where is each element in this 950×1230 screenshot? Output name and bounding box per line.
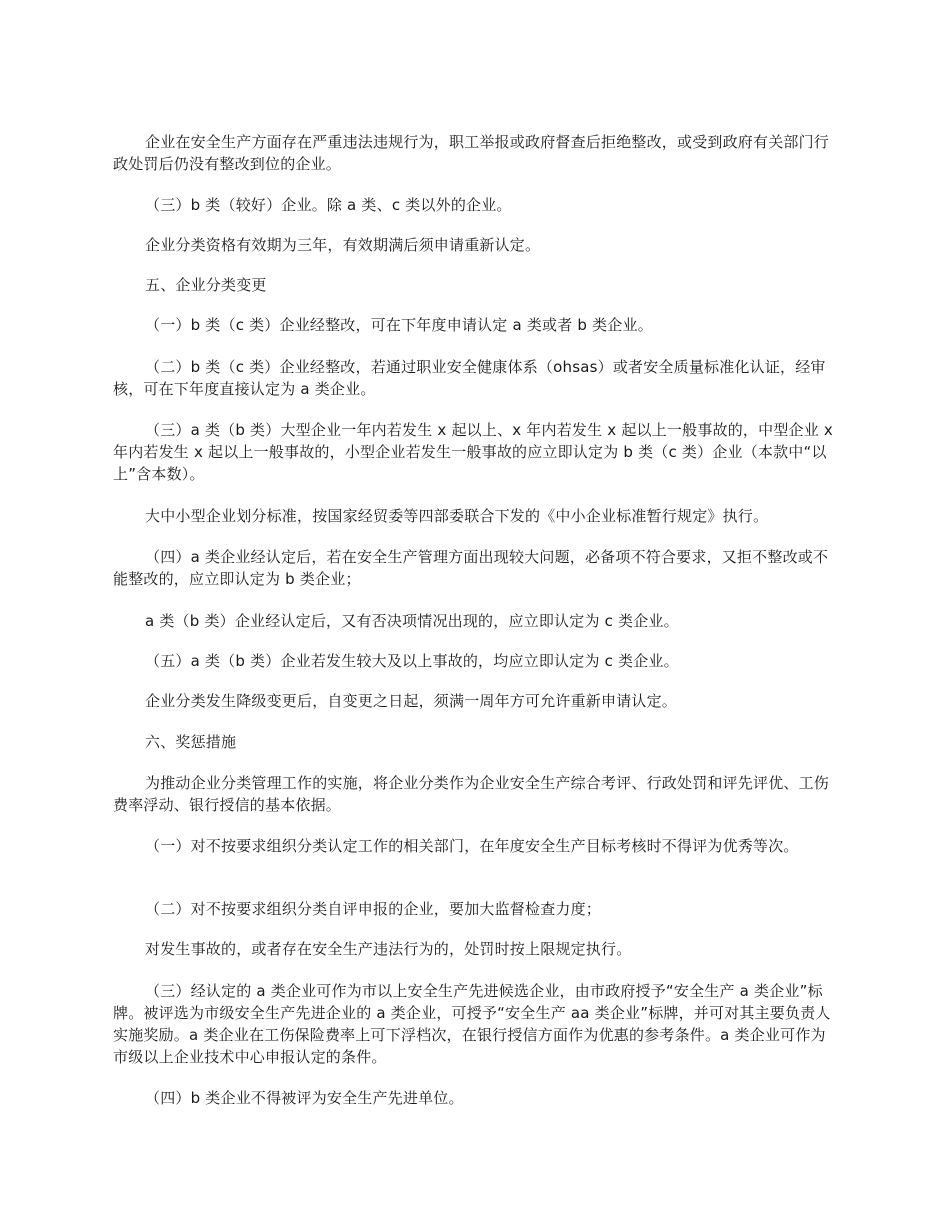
paragraph: （二）b 类（c 类）企业经整改，若通过职业安全健康体系（ohsas）或者安全质量标准化认证，经审核，可在下年度直接认定为 a 类企业。 bbox=[113, 358, 826, 398]
paragraph: （二）对不按要求组织分类自评申报的企业，要加大监督检查力度； bbox=[145, 900, 602, 918]
paragraph: （一）b 类（c 类）企业经整改，可在下年度申请认定 a 类或者 b 类企业。 bbox=[145, 316, 653, 334]
paragraph: （五）a 类（b 类）企业若发生较大及以上事故的，均应立即认定为 c 类企业。 bbox=[145, 652, 679, 670]
paragraph: 企业分类发生降级变更后，自变更之日起，须满一周年方可允许重新申请认定。 bbox=[145, 692, 678, 710]
paragraph: （四）b 类企业不得被评为安全生产先进单位。 bbox=[145, 1089, 464, 1107]
paragraph: （三）b 类（较好）企业。除 a 类、c 类以外的企业。 bbox=[145, 196, 512, 214]
paragraph: （三）a 类（b 类）大型企业一年内若发生 x 起以上、x 年内若发生 x 起以上一般事故的，中型企业 x 年内若发生 x 起以上一般事故的，小型企业若发生一般事故的应立即认定为 b 类（c 类）企业（本款中“以上”含本数）。 bbox=[113, 421, 833, 483]
section-heading: 六、奖惩措施 bbox=[145, 733, 237, 751]
paragraph: a 类（b 类）企业经认定后，又有否决项情况出现的，应立即认定为 c 类企业。 bbox=[145, 612, 679, 630]
paragraph: （三）经认定的 a 类企业可作为市以上安全生产先进候选企业，由市政府授予“安全生产 a 类企业”标牌。被评选为市级安全生产先进企业的 a 类企业，可授予“安全生产 aa 类企业”标牌，并可对其主要负责人实施奖励。a 类企业在工伤保险费率上可下浮档次，在银行授信方面作为优惠的参考条件。a 类企业可作为市级以上企业技术中心申报认定的条件。 bbox=[113, 982, 831, 1066]
paragraph: 企业分类资格有效期为三年，有效期满后须申请重新认定。 bbox=[145, 236, 541, 254]
paragraph: 企业在安全生产方面存在严重违法违规行为，职工举报或政府督查后拒绝整改，或受到政府有关部门行政处罚后仍没有整改到位的企业。 bbox=[113, 133, 830, 173]
paragraph: 大中小型企业划分标准，按国家经贸委等四部委联合下发的《中小企业标准暂行规定》执行。 bbox=[145, 507, 769, 525]
paragraph: 为推动企业分类管理工作的实施，将企业分类作为企业安全生产综合考评、行政处罚和评先评优、工伤费率浮动、银行授信的基本依据。 bbox=[113, 774, 830, 814]
section-heading: 五、企业分类变更 bbox=[145, 276, 267, 294]
paragraph: （四）a 类企业经认定后，若在安全生产管理方面出现较大问题，必备项不符合要求，又拒不整改或不能整改的，应立即认定为 b 类企业； bbox=[113, 548, 829, 588]
paragraph: 对发生事故的，或者存在安全生产违法行为的，处罚时按上限规定执行。 bbox=[145, 940, 632, 958]
paragraph: （一）对不按要求组织分类认定工作的相关部门，在年度安全生产目标考核时不得评为优秀等次。 bbox=[145, 837, 799, 855]
